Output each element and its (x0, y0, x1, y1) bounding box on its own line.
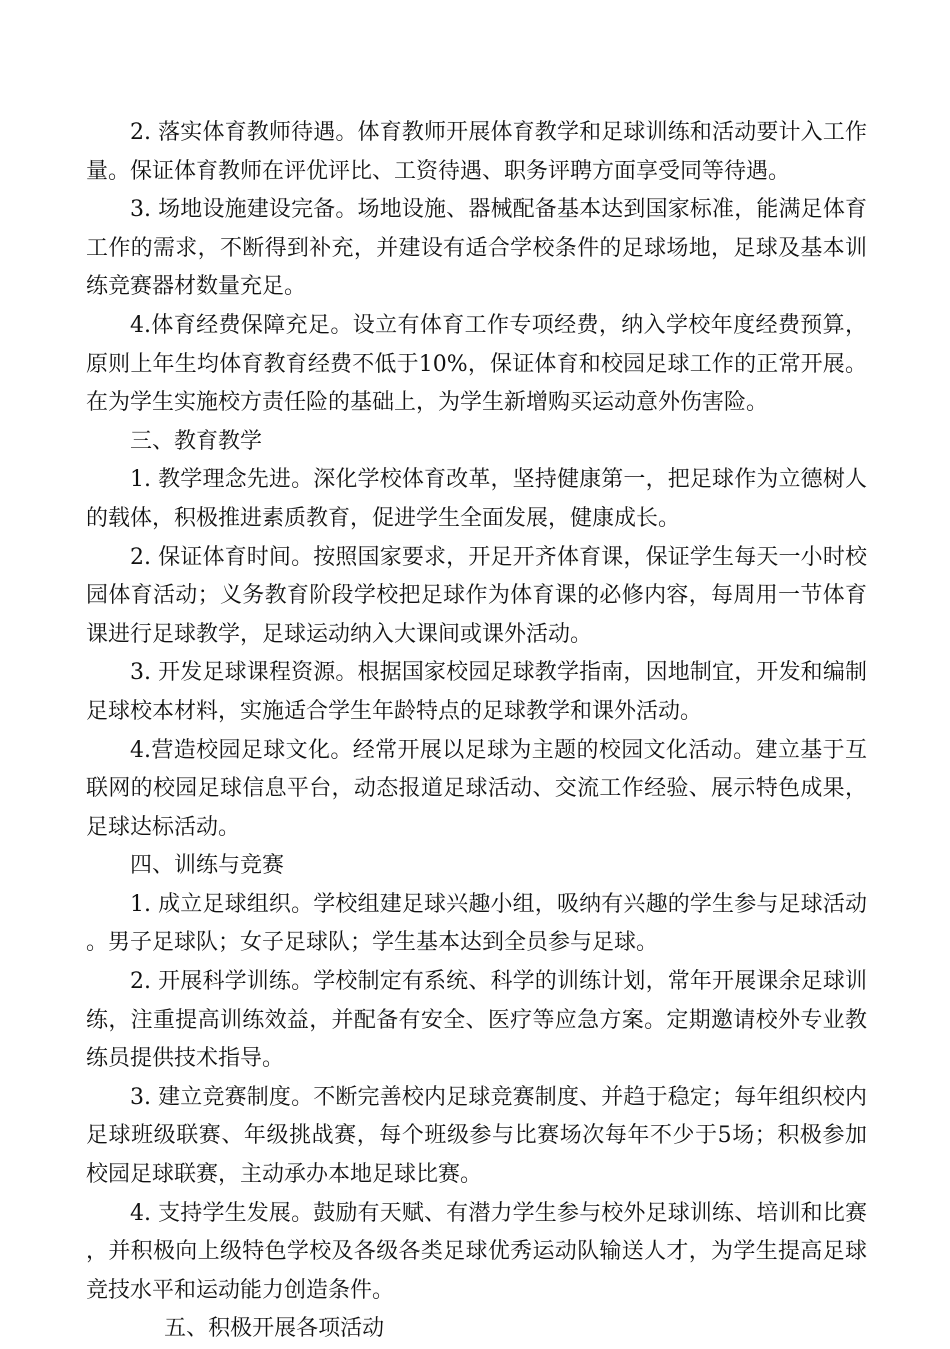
section-heading: 三、教育教学 (130, 428, 263, 454)
paragraph: 2. 保证体育时间。按照国家要求，开足开齐体育课，保证学生每天一小时校园体育活动；义务教育阶段学校把足球作为体育课的必修内容，每周用一节体育课进行足球教学，足球运动纳入大课间或课外活动。 (86, 544, 867, 647)
paragraph: 2. 开展科学训练。学校制定有系统、科学的训练计划，常年开展课余足球训练，注重提高训练效益，并配备有安全、医疗等应急方案。定期邀请校外专业教练员提供技术指导。 (86, 969, 867, 1072)
paragraph: 3. 开发足球课程资源。根据国家校园足球教学指南，因地制宜，开发和编制足球校本材料，实施适合学生年龄特点的足球教学和课外活动。 (86, 660, 867, 724)
paragraph: 2. 落实体育教师待遇。体育教师开展体育教学和足球训练和活动要计入工作量。保证体育教师在评优评比、工资待遇、职务评聘方面享受同等待遇。 (86, 120, 867, 184)
paragraph: 3. 场地设施建设完备。场地设施、器械配备基本达到国家标准，能满足体育工作的需求，不断得到补充，并建设有适合学校条件的足球场地，足球及基本训练竞赛器材数量充足。 (86, 197, 867, 300)
paragraph: 4. 支持学生发展。鼓励有天赋、有潜力学生参与校外足球训练、培训和比赛，并积极向上级特色学校及各级各类足球优秀运动队输送人才，为学生提高足球竞技水平和运动能力创造条件。 (86, 1200, 867, 1303)
paragraph: 1. 教学理念先进。深化学校体育改革，坚持健康第一，把足球作为立德树人的载体，积极推进素质教育，促进学生全面发展，健康成长。 (86, 467, 867, 531)
paragraph: 1. 成立足球组织。学校组建足球兴趣小组，吸纳有兴趣的学生参与足球活动。男子足球队；女子足球队；学生基本达到全员参与足球。 (86, 891, 867, 956)
paragraph: 4.体育经费保障充足。设立有体育工作专项经费，纳入学校年度经费预算，原则上年生均体育教育经费不低于10%，保证体育和校园足球工作的正常开展。在为学生实施校方责任险的基础上，为学生新增购买运动意外伤害险。 (86, 312, 867, 416)
section-heading: 五、积极开展各项活动 (164, 1316, 385, 1342)
section-heading: 四、训练与竞赛 (130, 853, 285, 879)
paragraph: 4.营造校园足球文化。经常开展以足球为主题的校园文化活动。建立基于互联网的校园足球信息平台，动态报道足球活动、交流工作经验、展示特色成果，足球达标活动。 (86, 737, 867, 840)
document-page (86, 114, 867, 1349)
paragraph: 3. 建立竞赛制度。不断完善校内足球竞赛制度、并趋于稳定；每年组织校内足球班级联赛、年级挑战赛，每个班级参与比赛场次每年不少于5场；积极参加校园足球联赛，主动承办本地足球比赛。 (86, 1084, 867, 1188)
